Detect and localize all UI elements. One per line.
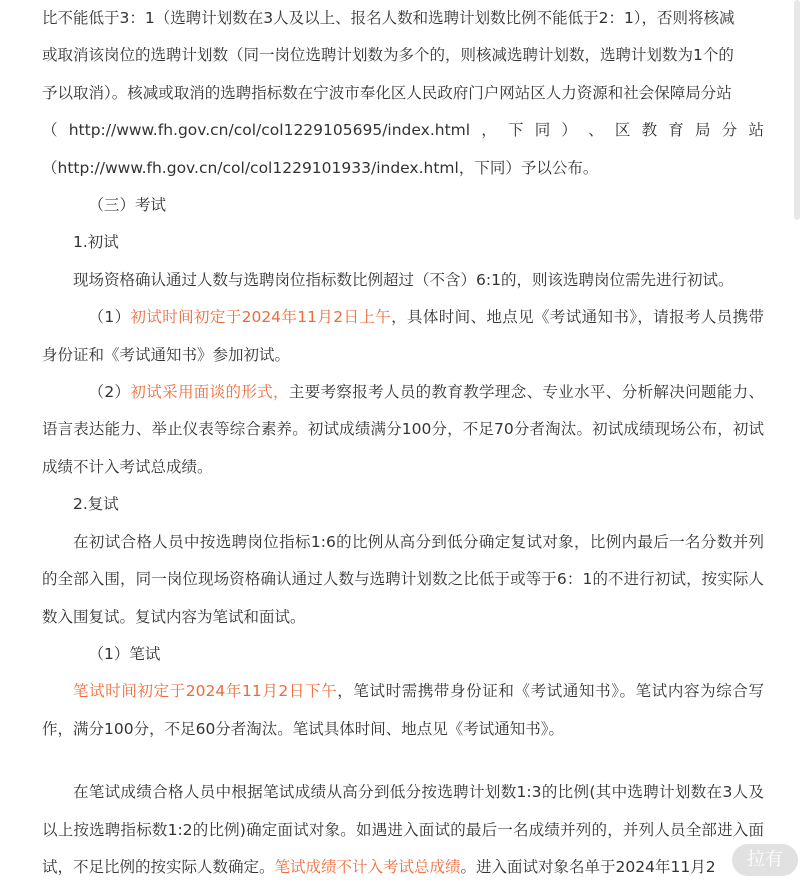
body-text: ，具体时间、地点见《考试通知书》，请报考人员携带身份证和《考试通知书》参加初试。 [42, 308, 764, 364]
paragraph-retest: 在初试合格人员中按选聘岗位指标1:6的比例从高分到低分确定复试对象，比例内最后一名分数并列的全部入围，同一岗位现场资格确认通过人数与选聘计划数之比低于或等于6：1的不进行初试，按实际人数入围复试。复试内容为笔试和面试。 [42, 532, 764, 626]
text-token: （ [42, 121, 58, 140]
item-prefix: （2） [88, 383, 131, 402]
paragraph-preliminary-format [42, 374, 764, 486]
text-token: 教 [641, 121, 658, 140]
floating-badge[interactable]: 拉有 [732, 844, 798, 876]
section-heading-exam: （三）考试 [88, 196, 167, 215]
education-url-line[interactable]: （http://www.fh.gov.cn/col/col1229101933/index.html，下同）予以公布。 [42, 158, 599, 177]
paragraph-spacer [42, 748, 764, 774]
subheading-preliminary: 1.初试 [73, 233, 119, 252]
highlight-text: 笔试时间初定于2024年11月2日下午 [73, 682, 338, 701]
text-line: 予以取消）。核减或取消的选聘指标数在宁波市奉化区人民政府门户网站区人力资源和社会保障局分站 [42, 83, 732, 102]
text-token: ， [481, 121, 497, 140]
body-text: ，笔试时需携带身份证和《考试通知书》。笔试内容为综合写作，满分100分，不足60分者淘汰。笔试具体时间、地点见《考试通知书》。 [42, 682, 764, 738]
spread-line-with-link [42, 112, 764, 149]
subheading-written-exam: （1）笔试 [88, 644, 161, 663]
highlight-text: 笔试成绩不计入考试总成绩 [274, 857, 461, 876]
paragraph-interview-selection [42, 774, 764, 886]
highlight-text: 初试时间初定于2024年11月2日上午 [130, 308, 392, 327]
paragraph-preliminary-time [42, 299, 764, 374]
highlight-text: 初试采用面谈的形式， [130, 383, 289, 402]
text-token: 下 [507, 121, 524, 140]
text-line: 或取消该岗位的选聘计划数（同一岗位选聘计划数为多个的，则核减选聘计划数，选聘计划数为1个的 [42, 46, 734, 65]
text-token: 分 [721, 121, 738, 140]
body-text: 。进入面试对象名单于2024年11月2 [460, 857, 716, 876]
paragraph-quota-reduction [42, 0, 764, 112]
subheading-retest: 2.复试 [73, 495, 119, 514]
article-body [42, 0, 764, 886]
body-text: 在笔试成绩合格人员中根据笔试成绩从高分到低分按选聘计划数1:3的比例(其中选聘计划数在3人及以上按选聘指标数1:2的比例)确定面试对象。如遇进入面试的最后一名成绩并列的，并列人员全部进入面试，不足比例的按实际人数确定。 [42, 783, 764, 876]
paragraph-line-education-link [42, 150, 764, 187]
paragraph-preliminary-intro: 现场资格确认通过人数与选聘岗位指标数比例超过（不含）6:1的，则该选聘岗位需先进行初试。 [73, 270, 734, 289]
paragraph-written-exam [42, 673, 764, 748]
text-token: 、 [588, 121, 604, 140]
text-token: ） [561, 121, 577, 140]
hrss-url-link[interactable]: http://www.fh.gov.cn/col/col1229105695/index.html [68, 121, 471, 140]
item-prefix: （1） [88, 308, 131, 327]
text-token: 同 [534, 121, 551, 140]
text-token: 育 [668, 121, 684, 140]
scrollbar[interactable] [794, 0, 800, 220]
body-text: 主要考察报考人员的教育教学理念、专业水平、分析解决问题能力、语言表达能力、举止仪表等综合素养。初试成绩满分100分，不足70分者淘汰。初试成绩现场公布，初试成绩不计入考试总成绩。 [42, 383, 764, 476]
text-token: 区 [614, 121, 631, 140]
text-token: 站 [748, 121, 764, 140]
text-line: 比不能低于3：1（选聘计划数在3人及以上、报名人数和选聘计划数比例不能低于2：1），否则将核减 [42, 9, 735, 27]
text-token: 局 [695, 121, 711, 140]
